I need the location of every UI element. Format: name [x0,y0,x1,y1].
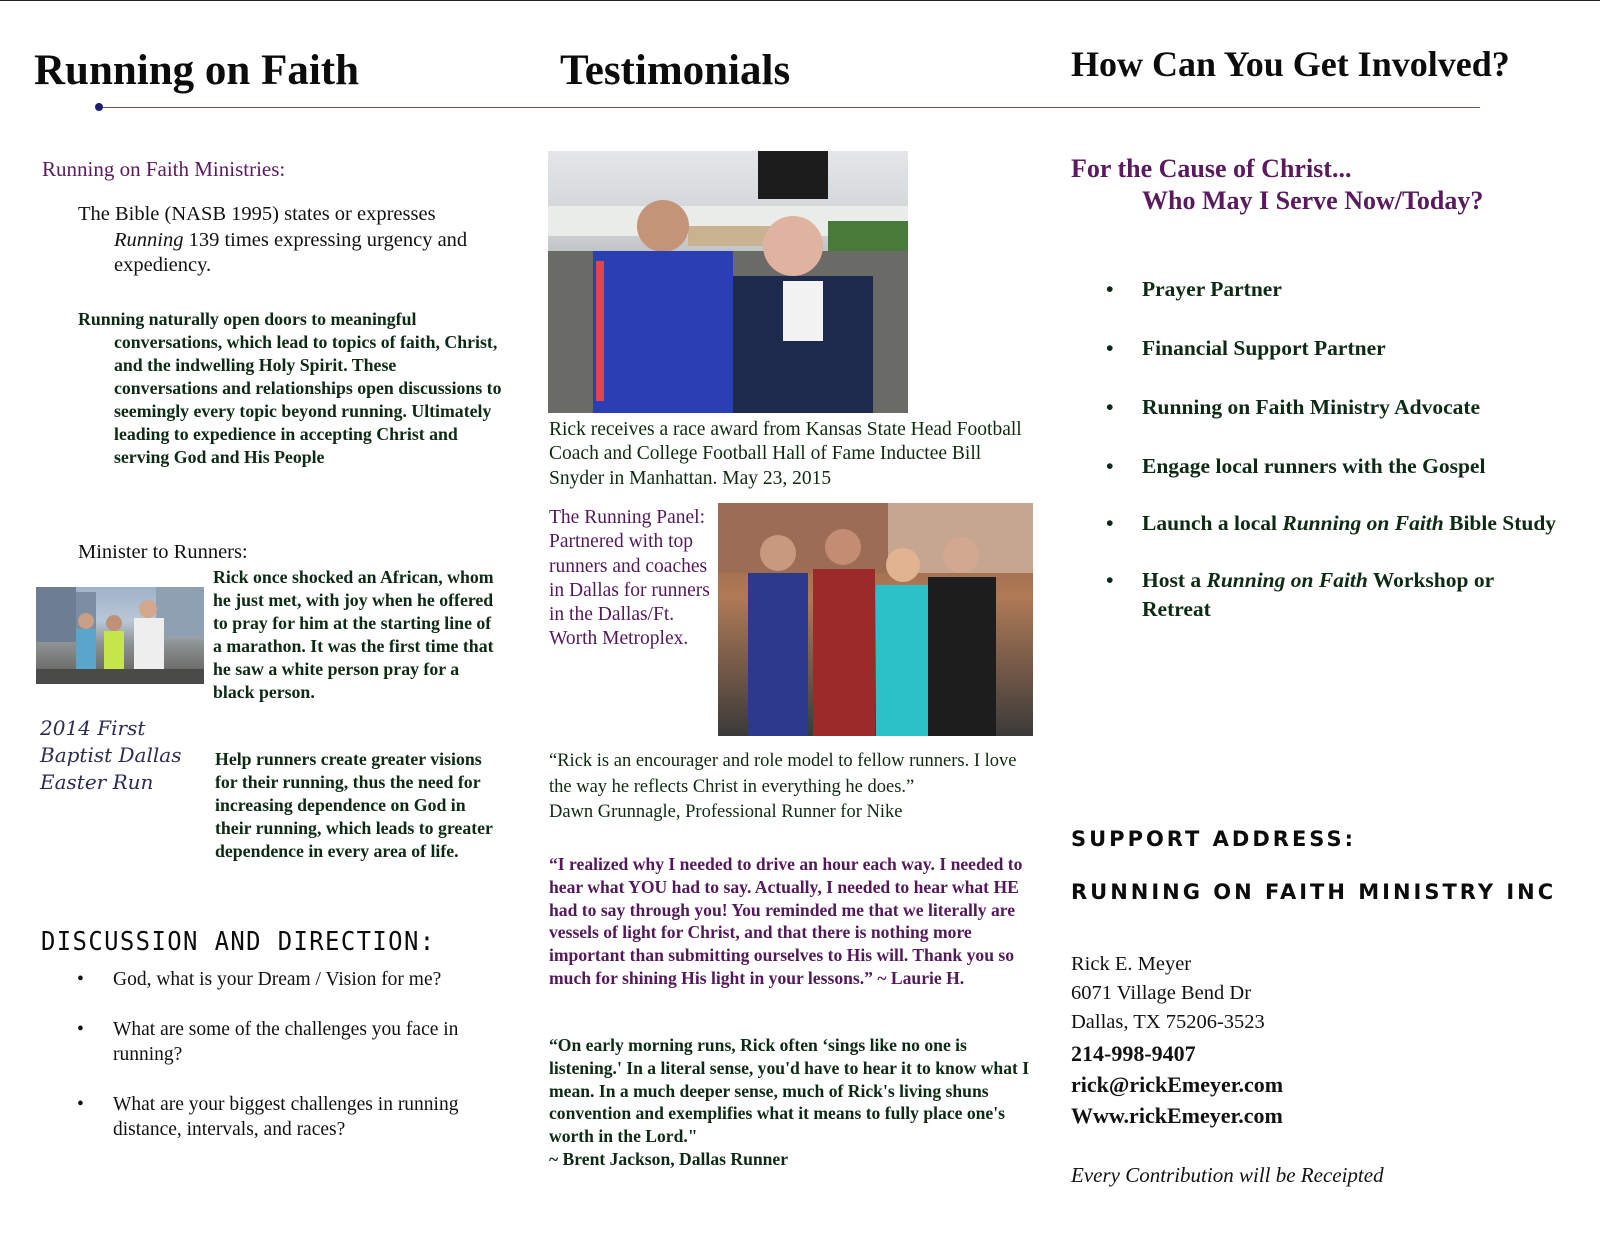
bullet-icon: • [77,969,84,990]
discussion-item-text: What are your biggest challenges in running distance, intervals, and races? [113,1094,459,1140]
bullet-icon: • [77,1019,84,1040]
bullet-icon: • [1106,395,1114,419]
quote1-author: Dawn Grunnagle, Professional Runner for Nike [549,802,903,822]
contact-city: Dallas, TX 75206-3523 [1071,1011,1265,1033]
quote2-text: “I realized why I needed to drive an hour each way. I needed to hear what YOU had to say. Actually, I needed to hear what HE had to say through you! You reminded me that we literally are vessels of light for Christ, and that there is nothing more important than submitting ourselves to His will. Thank you so much for shining His light in your lessons.” ~ Laurie H. [549,854,1023,988]
discussion-item [77,1017,507,1067]
quote3-text: “On early morning runs, Rick often ‘sings like no one is listening.' In a literal sense, you'd have to hear it to know what I mean. In a much deeper sense, much of Rick's living shuns convention and exemplifies what it means to fully place one's worth in the Lord." [549,1035,1030,1147]
contact-name: Rick E. Meyer [1071,953,1192,975]
involve-list [1106,275,1566,624]
bullet-icon: • [1106,277,1114,301]
involve-item-text: Financial Support Partner [1142,336,1386,360]
running-panel-text [549,506,719,652]
bible-line1: The Bible (NASB 1995) states or expresses [78,203,436,225]
contact-block [1071,1038,1283,1131]
conversations-paragraph [78,308,503,469]
involve-item [1106,275,1566,304]
award-photo [548,151,908,413]
receipt-note: Every Contribution will be Receipted [1071,1163,1384,1187]
conversations-text: Running naturally open doors to meaningful conversations, which lead to topics of faith, Christ, and the indwelling Holy Spirit. These conversations and relationships open discussions to seemingly every topic beyond running. Ultimately leading to expedience in accepting Christ and serving God and His People [78,309,502,467]
award-caption [549,418,1029,491]
bullet-icon: • [1106,511,1114,535]
header-get-involved: How Can You Get Involved? [1071,44,1510,84]
bible-statement [78,202,508,279]
easter-run-caption-text: 2014 First Baptist Dallas Easter Run [40,716,182,794]
easter-run-caption [40,715,205,796]
rule-endpoint [95,103,103,111]
discussion-item-text: What are some of the challenges you face in running? [113,1019,459,1065]
quote1 [549,749,1034,826]
discussion-heading: DISCUSSION AND DIRECTION: [41,927,436,957]
bullet-icon: • [1106,336,1114,360]
bullet-icon: • [1106,568,1114,592]
org-name: RUNNING ON FAITH MINISTRY INC [1071,880,1557,904]
involve-item [1106,509,1566,538]
involve-item-text: Running on Faith Ministry Advocate [1142,395,1481,419]
african-story [213,566,503,704]
bible-running-word: Running [114,228,184,251]
ministries-heading: Running on Faith Ministries: [42,157,286,181]
top-border [0,0,1600,1]
award-photo-art [548,151,908,413]
involve-item [1106,566,1566,624]
address-block [1071,950,1265,1037]
involve-item-text: Prayer Partner [1142,277,1282,301]
quote1-text: “Rick is an encourager and role model to fellow runners. I love the way he reflects Christ in everything he does.” [549,751,1017,797]
cause-line2: Who May I Serve Now/Today? [1142,186,1484,215]
minister-heading: Minister to Runners: [78,541,248,563]
discussion-item [77,967,507,992]
involve-item-text-after: Workshop or Retreat [1142,568,1494,621]
contact-phone: 214-998-9407 [1071,1041,1196,1066]
running-panel-photo [718,503,1033,736]
involve-item-text-before: Launch a local [1142,511,1283,535]
contact-street: 6071 Village Bend Dr [1071,982,1252,1004]
support-heading: SUPPORT ADDRESS: [1071,827,1357,851]
award-caption-text: Rick receives a race award from Kansas State Head Football Coach and College Football Hall of Fame Inductee Bill Snyder in Manhattan. May 23, 2015 [549,419,1022,489]
discussion-item [77,1092,507,1142]
help-runners [215,748,500,863]
involve-item-italic: Running on Faith [1206,568,1368,592]
bullet-icon: • [77,1094,84,1115]
bible-line2: 139 times expressing urgency and expediency. [114,228,468,276]
help-runners-text: Help runners create greater visions for their running, thus the need for increasing dependence on God in their running, which leads to greater dependence in every area of life. [215,749,493,861]
header-running-on-faith: Running on Faith [34,47,360,94]
bullet-icon: • [1106,454,1114,478]
involve-item [1106,334,1566,363]
contact-email[interactable]: rick@rickEmeyer.com [1071,1072,1284,1097]
involve-item [1106,393,1566,422]
discussion-list [77,967,507,1142]
involve-item [1106,452,1566,481]
cause-line1: For the Cause of Christ... [1071,154,1352,183]
header-rule [98,107,1480,108]
easter-run-photo [36,587,204,684]
header-testimonials: Testimonials [560,47,791,94]
running-panel-photo-art [718,503,1033,736]
quote3-author: ~ Brent Jackson, Dallas Runner [549,1148,789,1169]
involve-item-text-before: Host a [1142,568,1207,592]
easter-run-photo-art [36,587,204,684]
discussion-item-text: God, what is your Dream / Vision for me? [113,969,442,990]
quote3 [549,1034,1034,1171]
involve-item-text: Engage local runners with the Gospel [1142,454,1486,478]
contact-website[interactable]: Www.rickEmeyer.com [1071,1103,1283,1128]
african-story-text: Rick once shocked an African, whom he just met, with joy when he offered to pray for him at the starting line of a marathon. It was the first time that he saw a white person pray for a black person. [213,567,494,702]
involve-item-italic: Running on Faith [1282,511,1444,535]
involve-item-text-after: Bible Study [1443,511,1557,535]
quote2 [549,853,1034,990]
running-panel-text-body: The Running Panel: Partnered with top runners and coaches in Dallas for runners in the Dallas/Ft. Worth Metroplex. [549,507,710,650]
